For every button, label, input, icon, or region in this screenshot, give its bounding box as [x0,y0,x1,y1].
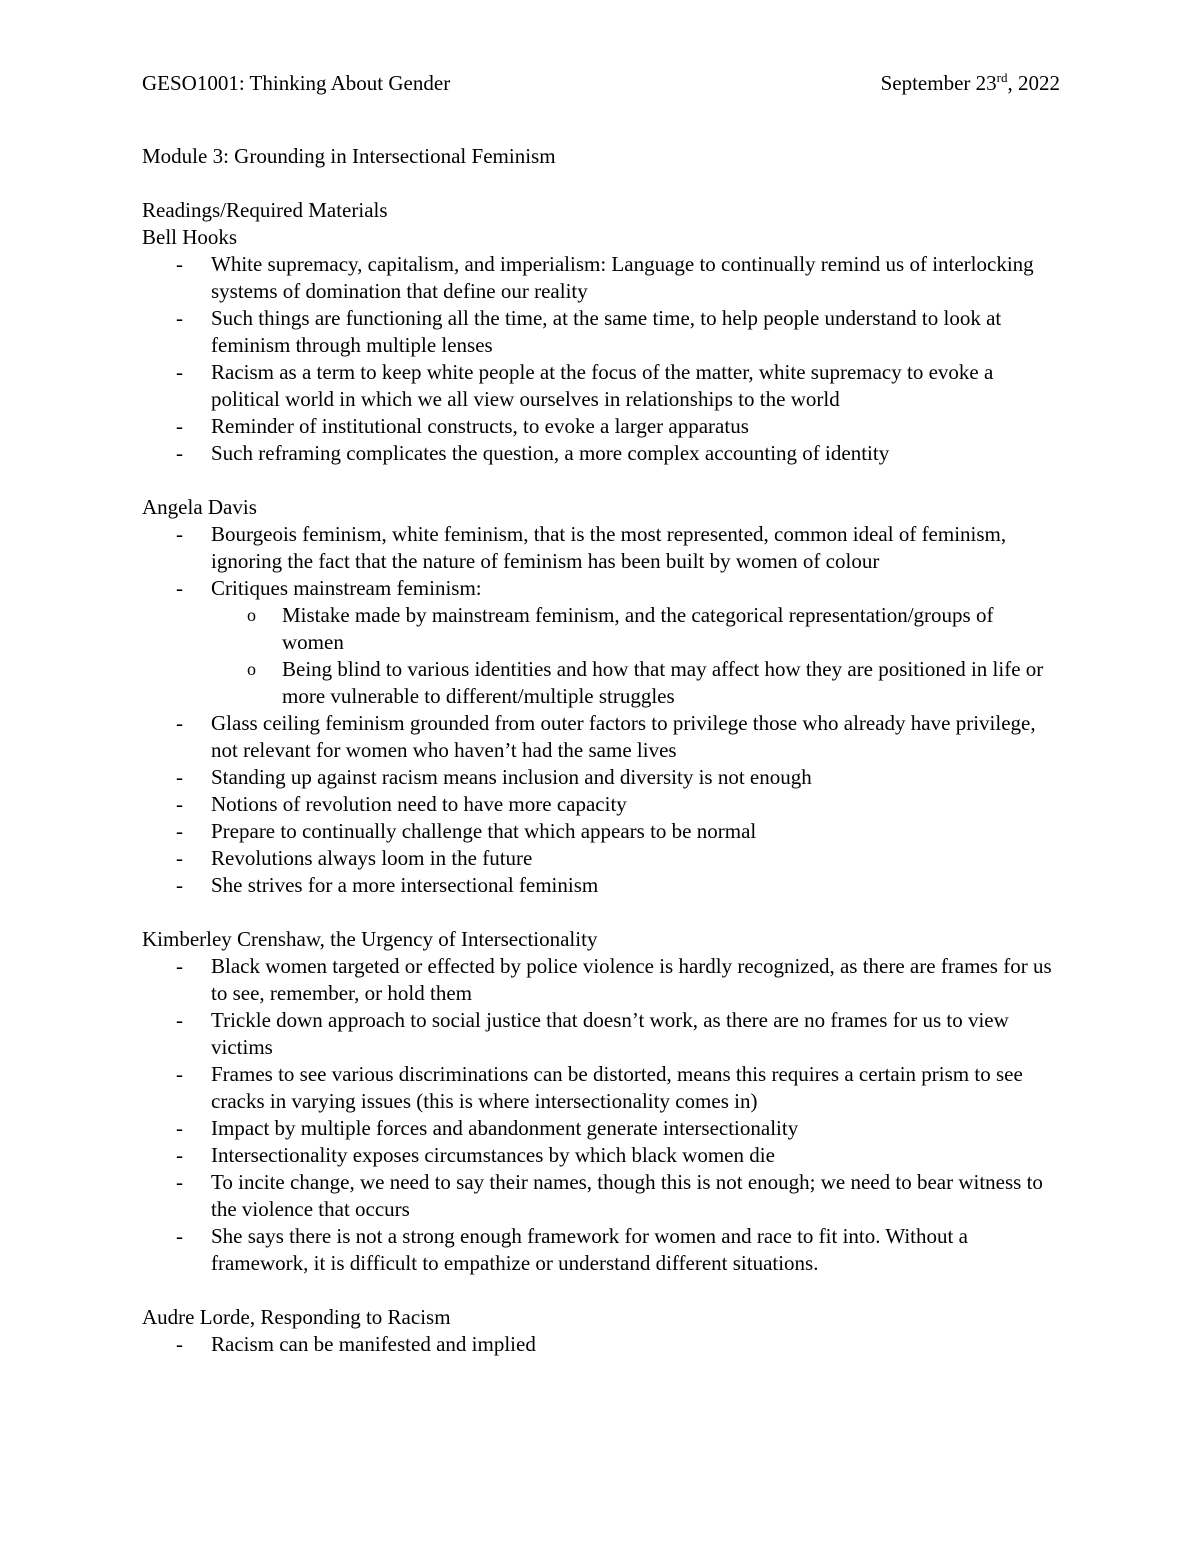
bullet-item [142,1142,1060,1169]
dash-bullet-marker: - [176,954,183,978]
bullet-text: Black women targeted or effected by police violence is hardly recognized, as there are frames for us to see, remember, or hold them [211,954,1052,1005]
page-header [142,70,1060,102]
bullet-text: Racism can be manifested and implied [211,1332,536,1356]
bullet-item [142,1007,1060,1061]
dash-bullet-marker: - [176,360,183,384]
section-heading: Audre Lorde, Responding to Racism [142,1305,451,1329]
date-prefix: September 23 [880,71,997,95]
dash-bullet-marker: - [176,873,183,897]
course-title: GESO1001: Thinking About Gender [142,71,451,95]
spacer [142,1277,1060,1304]
bullet-text: Frames to see various discriminations can be distorted, means this requires a certain prism to see cracks in varying issues (this is where intersectionality comes in) [211,1062,1023,1113]
sub-bullet-text: Being blind to various identities and how that may affect how they are positioned in life or more vulnerable to different/multiple struggles [282,657,1044,708]
readings-heading: Readings/Required Materials [142,198,388,222]
dash-bullet-marker: - [176,1008,183,1032]
date-ordinal: rd [996,70,1008,85]
dash-bullet-marker: - [176,1332,183,1356]
bullet-text: White supremacy, capitalism, and imperialism: Language to continually remind us of interlocking systems of domination that define our reality [211,252,1034,303]
bullet-text: Revolutions always loom in the future [211,846,533,870]
dash-bullet-marker: - [176,711,183,735]
bullet-text: Intersectionality exposes circumstances by which black women die [211,1143,775,1167]
bullet-item [142,1169,1060,1223]
notes-section [142,224,1060,467]
dash-bullet-marker: - [176,1116,183,1140]
bullet-text: To incite change, we need to say their names, though this is not enough; we need to bear witness to the violence that occurs [211,1170,1043,1221]
dash-bullet-marker: - [176,846,183,870]
dash-bullet-marker: - [176,522,183,546]
bullet-text: Such reframing complicates the question, a more complex accounting of identity [211,441,890,465]
notes-section [142,899,1060,1277]
bullet-item [142,251,1060,305]
dash-bullet-marker: - [176,1170,183,1194]
circle-bullet-marker: o [247,659,256,679]
sub-bullet-item [211,602,1060,656]
bullet-item [142,521,1060,575]
bullet-item [142,359,1060,413]
bullet-text: Such things are functioning all the time, at the same time, to help people understand to look at feminism through multiple lenses [211,306,1002,357]
dash-bullet-marker: - [176,819,183,843]
dash-bullet-marker: - [176,765,183,789]
bullet-item [142,413,1060,440]
bullet-item [142,1331,1060,1358]
section-heading: Kimberley Crenshaw, the Urgency of Intersectionality [142,927,598,951]
dash-bullet-marker: - [176,1062,183,1086]
bullet-item [142,818,1060,845]
bullet-item [142,1223,1060,1277]
bullet-item [142,1115,1060,1142]
bullet-text: Prepare to continually challenge that which appears to be normal [211,819,757,843]
bullet-text: Notions of revolution need to have more capacity [211,792,627,816]
bullet-text: She says there is not a strong enough framework for women and race to fit into. Without a framework, it is difficult to empathize or understand different situations. [211,1224,968,1275]
bullet-list [142,251,1060,467]
bullet-item [142,953,1060,1007]
spacer [142,899,1060,926]
circle-bullet-marker: o [247,605,256,625]
bullet-text: Glass ceiling feminism grounded from outer factors to privilege those who already have privilege, not relevant for women who haven’t had the same lives [211,711,1036,762]
bullet-text: Reminder of institutional constructs, to evoke a larger apparatus [211,414,749,438]
bullet-text: Trickle down approach to social justice that doesn’t work, as there are no frames for us to view victims [211,1008,1009,1059]
dash-bullet-marker: - [176,792,183,816]
dash-bullet-marker: - [176,1224,183,1248]
bullet-list [142,521,1060,899]
bullet-list [142,953,1060,1277]
dash-bullet-marker: - [176,441,183,465]
bullet-text: Impact by multiple forces and abandonment generate intersectionality [211,1116,799,1140]
bullet-list [142,1331,1060,1358]
bullet-text: Racism as a term to keep white people at the focus of the matter, white supremacy to evoke a political world in which we all view ourselves in relationships to the world [211,360,994,411]
notes-section [142,1277,1060,1358]
dash-bullet-marker: - [176,306,183,330]
notes-section [142,467,1060,899]
bullet-text: Critiques mainstream feminism: [211,576,482,600]
spacer [142,170,1060,197]
bullet-item [142,1061,1060,1115]
dash-bullet-marker: - [176,1143,183,1167]
dash-bullet-marker: - [176,576,183,600]
bullet-text: Standing up against racism means inclusion and diversity is not enough [211,765,812,789]
bullet-text: Bourgeois feminism, white feminism, that is the most represented, common ideal of feminism, ignoring the fact that the nature of feminism has been built by women of colour [211,522,1007,573]
bullet-item [142,710,1060,764]
spacer [142,467,1060,494]
bullet-item [142,440,1060,467]
dash-bullet-marker: - [176,252,183,276]
module-title: Module 3: Grounding in Intersectional Feminism [142,144,556,168]
bullet-item [142,305,1060,359]
section-heading: Bell Hooks [142,225,238,249]
dash-bullet-marker: - [176,414,183,438]
bullet-item [142,791,1060,818]
bullet-item [142,764,1060,791]
bullet-item [142,575,1060,710]
header-date [881,70,1060,102]
notes-sections [142,224,1060,1358]
sub-bullet-text: Mistake made by mainstream feminism, and the categorical representation/groups of women [282,603,994,654]
section-heading: Angela Davis [142,495,257,519]
date-suffix: , 2022 [1007,71,1060,95]
sub-bullet-list [211,602,1060,710]
bullet-item [142,845,1060,872]
bullet-item [142,872,1060,899]
bullet-text: She strives for a more intersectional feminism [211,873,599,897]
sub-bullet-item [211,656,1060,710]
